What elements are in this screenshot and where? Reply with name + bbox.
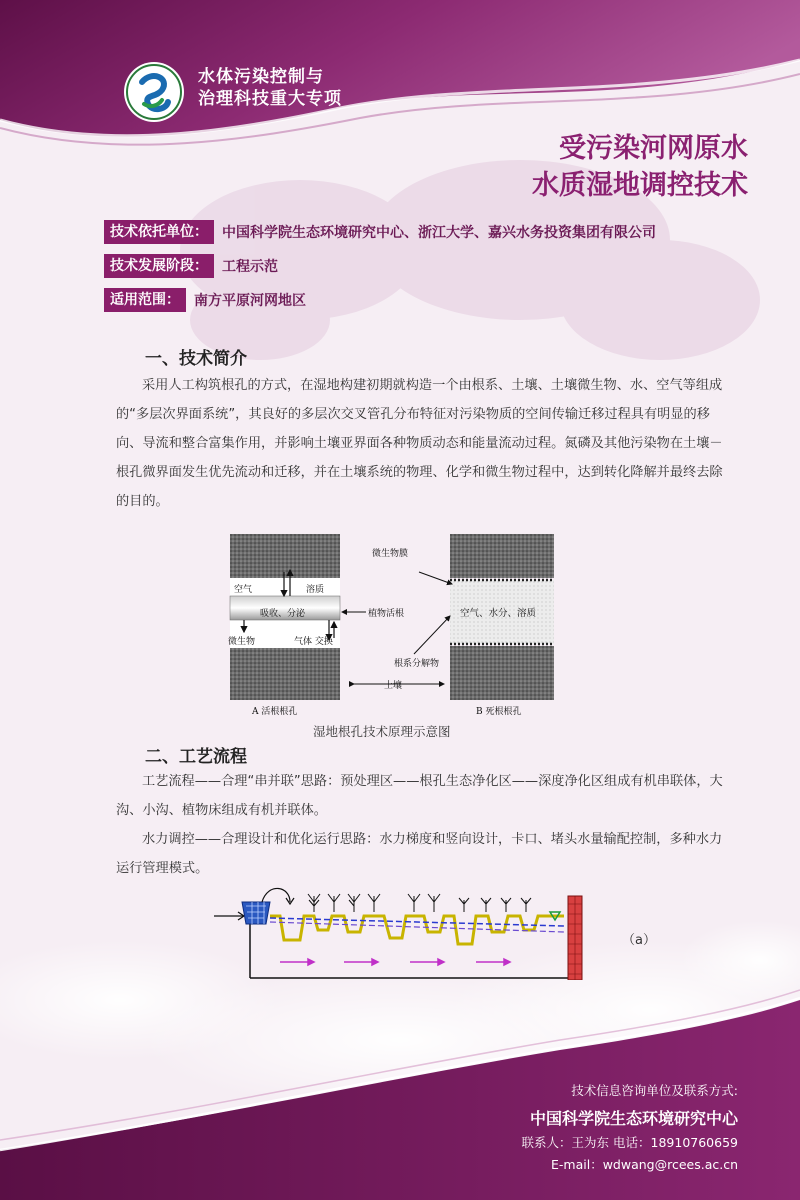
info-label-stage: 技术发展阶段： [104,254,214,278]
brand-text [198,66,342,110]
title-line-1: 受污染河网原水 [559,133,748,164]
soil-block-a-bottom [230,648,340,700]
soil-block-a-top [230,534,340,578]
section1-heading: 一、技术简介 [145,349,247,369]
label-gas: 气体 交换 [294,637,333,647]
info-value-stage: 工程示范 [222,259,278,275]
label-microbe: 微生物 [228,637,256,647]
label-soil: 土壤 [384,681,403,691]
brand-line-1: 水体污染控制与 [198,67,324,87]
contact-email[interactable]: E-mail：wdwang@rcees.ac.cn [551,1157,738,1172]
section2-heading: 二、工艺流程 [145,747,247,767]
section2-para2: 水力调控——合理设计和优化运行思路：水力梯度和竖向设计，卡口、堵头水量输配控制，多种水力运行管理模式。 [116,832,723,876]
info-row-stage [104,254,278,278]
label-mix: 空气、水分、溶质 [460,608,537,619]
label-solute: 溶质 [306,585,325,595]
root-pore-diagram [224,528,560,718]
inlet-basket-icon [242,902,270,924]
info-label-unit: 技术依托单位： [104,220,214,244]
label-air: 空气 [234,585,253,595]
info-value-unit: 中国科学院生态环境研究中心、浙江大学、嘉兴水务投资集团有限公司 [222,225,656,241]
caption-a: A 活根根孔 [252,707,298,717]
flow-diagram-tag: （a） [622,933,656,948]
info-label-scope: 适用范围： [104,288,186,312]
contact-person: 联系人：王为东 电话：18910760659 [521,1135,738,1150]
caption-b: B 死根根孔 [476,707,522,717]
contact-org: 中国科学院生态环境研究中心 [529,1109,738,1128]
title-line-2: 水质湿地调控技术 [532,170,748,201]
label-absorb: 吸收、分泌 [260,609,306,619]
label-live-root: 植物活根 [368,609,405,619]
contact-intro: 技术信息咨询单位及联系方式: [571,1083,738,1098]
diagram-caption: 湿地根孔技术原理示意图 [313,724,451,739]
info-row-scope [104,288,306,312]
brand-line-2: 治理科技重大专项 [198,89,342,109]
info-row-unit [104,220,656,244]
logo-emblem-icon [122,60,186,124]
flow-arrows [280,959,510,965]
channel-profile [270,916,564,944]
plants-row [308,894,531,912]
info-value-scope: 南方平原河网地区 [194,293,306,309]
program-logo [122,60,186,124]
soil-block-b-bottom [450,646,554,700]
section2-para1: 工艺流程——合理“串并联”思路：预处理区——根孔生态净化区——深度净化区组成有机串联体，大沟、小沟、植物床组成有机并联体。 [116,774,723,818]
soil-block-b-top [450,534,554,578]
section1-paragraph: 采用人工构筑根孔的方式，在湿地构建初期就构造一个由根系、土壤、土壤微生物、水、空气等组成的“多层次界面系统”，其良好的多层次交叉管孔分布特征对污染物质的空间传输迁移过程具有明显的移向、导流和整合富集作用，并影响土壤亚界面各种物质动态和能量流动过程。氮磷及其他污染物在土壤－根孔微界面发生优先流动和迁移，并在土壤系统的物理、化学和微生物过程中，达到转化降解并最终去除的目的。 [116,378,723,509]
page-title [532,130,748,204]
label-root-decomp: 根系分解物 [394,659,440,669]
process-flow-diagram [214,886,602,980]
label-biofilm: 微生物膜 [372,549,409,559]
